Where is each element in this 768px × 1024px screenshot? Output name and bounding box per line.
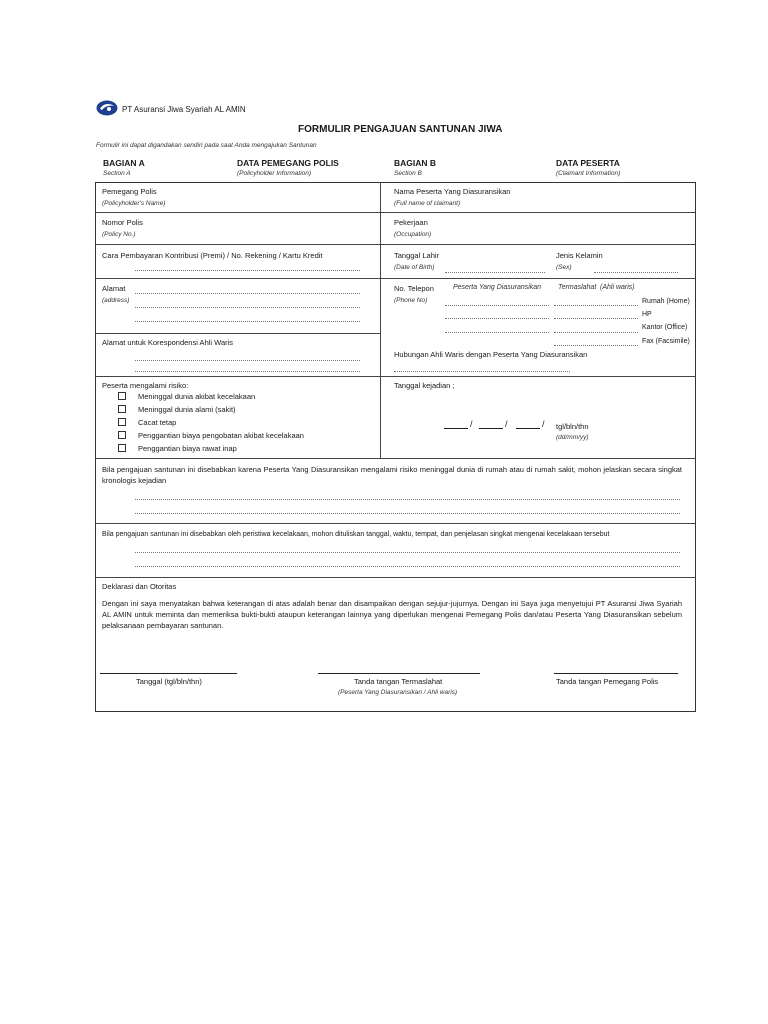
date-separator: / — [470, 419, 473, 429]
chronology-text: Bila pengajuan santunan ini disebabkan karena Peserta Yang Diasuransikan mengalami risiko meninggal dunia di rumah atau di rumah sakit, mohon jelaskan secara singkat kronologis kejadian — [102, 465, 682, 485]
date-separator: / — [542, 419, 545, 429]
relationship-label: Hubungan Ahli Waris dengan Peserta Yang Diasuransikan — [394, 350, 588, 359]
risk-label: Peserta mengalami risiko: — [102, 381, 189, 390]
phone-col-insured: Peserta Yang Diasuransikan — [453, 284, 542, 291]
declaration-title: Deklarasi dan Otoritas — [102, 582, 177, 591]
phone-beneficiary-hp[interactable] — [554, 318, 638, 319]
birth-date-label-en: (Date of Birth) — [394, 264, 435, 271]
heir-address-label: Alamat untuk Korespondensi Ahli Waris — [102, 338, 234, 347]
signature-beneficiary-note: (Peserta Yang Diasuransikan / Ahli waris) — [338, 689, 458, 696]
date-signature-line[interactable] — [100, 673, 237, 674]
risk-option-medical: Penggantian biaya pengobatan akibat kecelakaan — [138, 431, 304, 440]
incident-year-field[interactable] — [516, 428, 540, 429]
section-b-heading-en: (Claimant Information) — [556, 170, 621, 177]
signature-beneficiary-label: Tanda tangan Termaslahat — [354, 677, 443, 686]
risk-checkbox-inpatient[interactable] — [118, 444, 126, 452]
company-logo — [96, 100, 118, 116]
address-line-1[interactable] — [135, 293, 360, 294]
risk-option-disability: Cacat tetap — [138, 418, 177, 427]
payment-method-field[interactable] — [135, 270, 360, 271]
phone-beneficiary-fax[interactable] — [554, 345, 638, 346]
phone-type-office: Kantor (Office) — [642, 324, 688, 331]
section-b-label-en: Section B — [394, 170, 422, 177]
date-format-label-en: (dd/mm/yy) — [556, 434, 589, 441]
policyholder-label: Pemegang Polis — [102, 187, 157, 196]
phone-col-beneficiary: Termaslahat — [558, 284, 597, 291]
phone-label: No. Telepon — [394, 284, 434, 293]
incident-day-field[interactable] — [444, 428, 468, 429]
chronology-line-1[interactable] — [135, 499, 680, 500]
phone-label-en: (Phone No) — [394, 297, 428, 304]
address-line-3[interactable] — [135, 321, 360, 322]
risk-checkbox-accident-death[interactable] — [118, 392, 126, 400]
phone-col-beneficiary-note: (Ahli waris) — [600, 284, 635, 291]
policyholder-field[interactable] — [180, 186, 375, 210]
phone-insured-home[interactable] — [445, 305, 549, 306]
row-divider — [95, 333, 381, 334]
accident-text: Bila pengajuan santunan ini disebabkan oleh peristiwa kecelakaan, mohon dituliskan tanggal, waktu, tempat, dan penjelasan singkat mengenai kecelakaan tersebut — [102, 531, 610, 538]
claimant-name-label-en: (Full name of claimant) — [394, 200, 461, 207]
section-a-heading: DATA PEMEGANG POLIS — [237, 158, 339, 168]
signature-policyholder-label: Tanda tangan Pemegang Polis — [556, 677, 659, 686]
claimant-name-label: Nama Peserta Yang Diasuransikan — [394, 187, 511, 196]
occupation-label: Pekerjaan — [394, 218, 428, 227]
birth-date-label: Tanggal Lahir — [394, 251, 440, 260]
risk-option-inpatient: Penggantian biaya rawat inap — [138, 444, 237, 453]
date-separator: / — [505, 419, 508, 429]
occupation-field[interactable] — [500, 216, 690, 242]
section-a-label-en: Section A — [103, 170, 131, 177]
risk-option-natural-death: Meninggal dunia alami (sakit) — [138, 405, 236, 414]
relationship-field[interactable] — [394, 371, 570, 372]
policy-no-label-en: (Policy No.) — [102, 231, 136, 238]
company-name: PT Asuransi Jiwa Syariah AL AMIN — [122, 105, 246, 114]
heir-address-line-2[interactable] — [135, 371, 360, 372]
row-divider — [95, 458, 696, 459]
row-divider — [95, 376, 696, 377]
row-divider — [95, 523, 696, 524]
gender-label: Jenis Kelamin — [556, 251, 603, 260]
section-b-heading: DATA PESERTA — [556, 158, 620, 168]
accident-line-2[interactable] — [135, 566, 680, 567]
payment-method-label: Cara Pembayaran Kontribusi (Premi) / No. Rekening / Kartu Kredit — [102, 251, 323, 260]
occupation-label-en: (Occupation) — [394, 231, 432, 238]
row-divider — [95, 212, 696, 213]
column-divider — [380, 182, 381, 458]
risk-checkbox-disability[interactable] — [118, 418, 126, 426]
beneficiary-signature-line[interactable] — [318, 673, 480, 674]
row-divider — [95, 577, 696, 578]
risk-checkbox-medical[interactable] — [118, 431, 126, 439]
policyholder-label-en: (Policyholder's Name) — [102, 200, 166, 207]
gender-field[interactable] — [594, 272, 678, 273]
declaration-text: Dengan ini saya menyatakan bahwa keterangan di atas adalah benar dan disampaikan dengan sejujur-jujurnya. Dengan ini Saya juga menyetujui PT Asuransi Jiwa Syariah AL AMIN untuk meminta dan memeriksa bukti-bukti ataupun keterangan lainnya yang diperlukan mengenai Pemegang Polis dan/atau Peserta Yang Diasuransikan sebelum pelaksanaan pembayaran santunan. — [102, 599, 682, 630]
chronology-line-2[interactable] — [135, 513, 680, 514]
risk-option-accident-death: Meninggal dunia akibat kecelakaan — [138, 392, 256, 401]
address-label: Alamat — [102, 284, 126, 293]
incident-month-field[interactable] — [479, 428, 503, 429]
policyholder-signature-line[interactable] — [554, 673, 678, 674]
row-divider — [95, 244, 696, 245]
policy-no-field[interactable] — [180, 216, 375, 242]
form-title: FORMULIR PENGAJUAN SANTUNAN JIWA — [298, 124, 503, 135]
phone-beneficiary-home[interactable] — [554, 305, 638, 306]
heir-address-line-1[interactable] — [135, 360, 360, 361]
section-a-heading-en: (Policyholder Information) — [237, 170, 312, 177]
section-b-label: BAGIAN B — [394, 158, 437, 168]
address-line-2[interactable] — [135, 307, 360, 308]
birth-date-field[interactable] — [445, 272, 545, 273]
phone-type-hp: HP — [642, 311, 652, 318]
phone-type-fax: Fax (Facsimile) — [642, 338, 690, 345]
risk-checkbox-natural-death[interactable] — [118, 405, 126, 413]
accident-line-1[interactable] — [135, 552, 680, 553]
phone-insured-hp[interactable] — [445, 318, 549, 319]
address-label-en: (address) — [102, 297, 130, 304]
form-subtitle: Formulir ini dapat digandakan sendiri pada saat Anda mengajukan Santunan — [96, 142, 317, 149]
policy-no-label: Nomor Polis — [102, 218, 143, 227]
phone-beneficiary-office[interactable] — [554, 332, 638, 333]
gender-label-en: (Sex) — [556, 264, 572, 271]
signature-date-label: Tanggal (tgl/bln/thn) — [136, 677, 202, 686]
phone-insured-office[interactable] — [445, 332, 549, 333]
row-divider — [95, 278, 696, 279]
incident-date-label: Tanggal kejadian ; — [394, 381, 455, 390]
phone-type-home: Rumah (Home) — [642, 298, 690, 305]
section-a-label: BAGIAN A — [103, 158, 145, 168]
date-format-label: tgl/bln/thn — [556, 422, 589, 431]
claimant-name-field[interactable] — [500, 186, 690, 210]
